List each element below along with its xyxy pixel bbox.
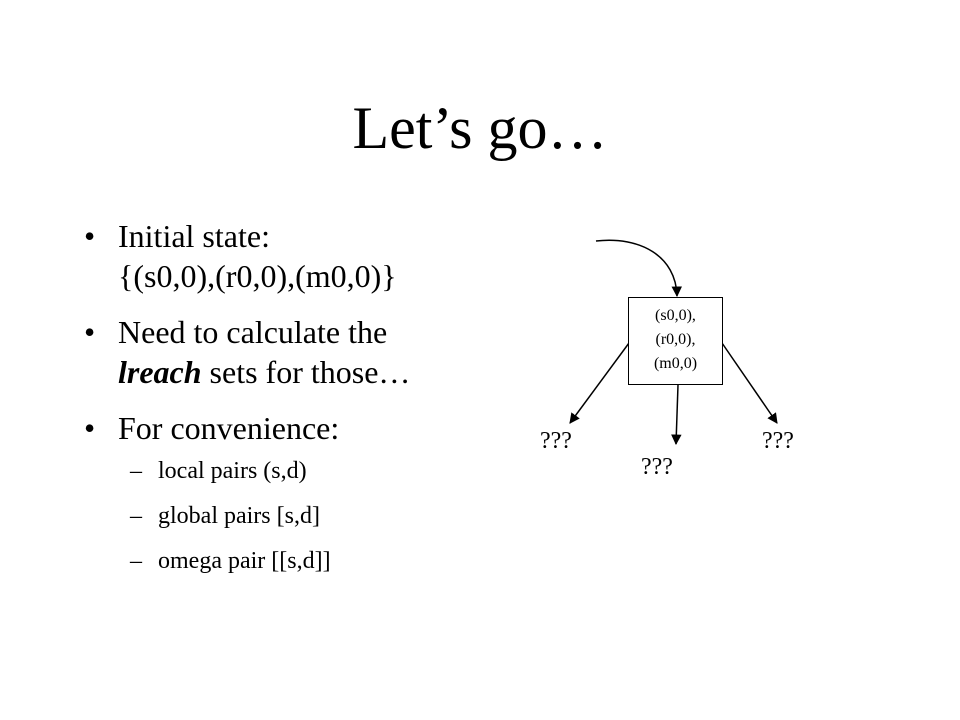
state-line: (r0,0), bbox=[655, 331, 696, 348]
state-line: (m0,0) bbox=[653, 355, 698, 372]
state-line: (s0,0), bbox=[655, 307, 696, 324]
bullet-marker: • bbox=[84, 410, 96, 446]
edge-left-arrow bbox=[570, 343, 629, 423]
initial-arrow bbox=[596, 240, 677, 296]
sub-item-text: global pairs [s,d] bbox=[158, 503, 320, 529]
lreach-term: lreach bbox=[118, 354, 202, 390]
slide-title: Let’s go… bbox=[352, 95, 608, 161]
bullet-text: For convenience: bbox=[118, 410, 340, 446]
unknown-state-left: ??? bbox=[540, 428, 572, 454]
bullet-text: Need to calculate the bbox=[118, 314, 388, 350]
bullet-marker: • bbox=[84, 314, 96, 350]
bullet-text: sets for those… bbox=[201, 354, 411, 390]
bullet-text: {(s0,0),(r0,0),(m0,0)} bbox=[118, 258, 397, 294]
unknown-state-right: ??? bbox=[762, 428, 794, 454]
dash-marker: – bbox=[130, 503, 142, 529]
dash-marker: – bbox=[130, 458, 142, 484]
initial-state-node bbox=[628, 297, 723, 385]
sub-item-text: local pairs (s,d) bbox=[158, 458, 307, 484]
unknown-state-middle: ??? bbox=[641, 454, 673, 480]
edge-right-arrow bbox=[722, 343, 777, 423]
dash-marker: – bbox=[130, 548, 142, 574]
bullet-marker: • bbox=[84, 218, 96, 254]
edge-middle-arrow bbox=[676, 385, 678, 444]
bullet-text: Initial state: bbox=[118, 218, 270, 254]
sub-item-text: omega pair [[s,d]] bbox=[158, 548, 331, 574]
